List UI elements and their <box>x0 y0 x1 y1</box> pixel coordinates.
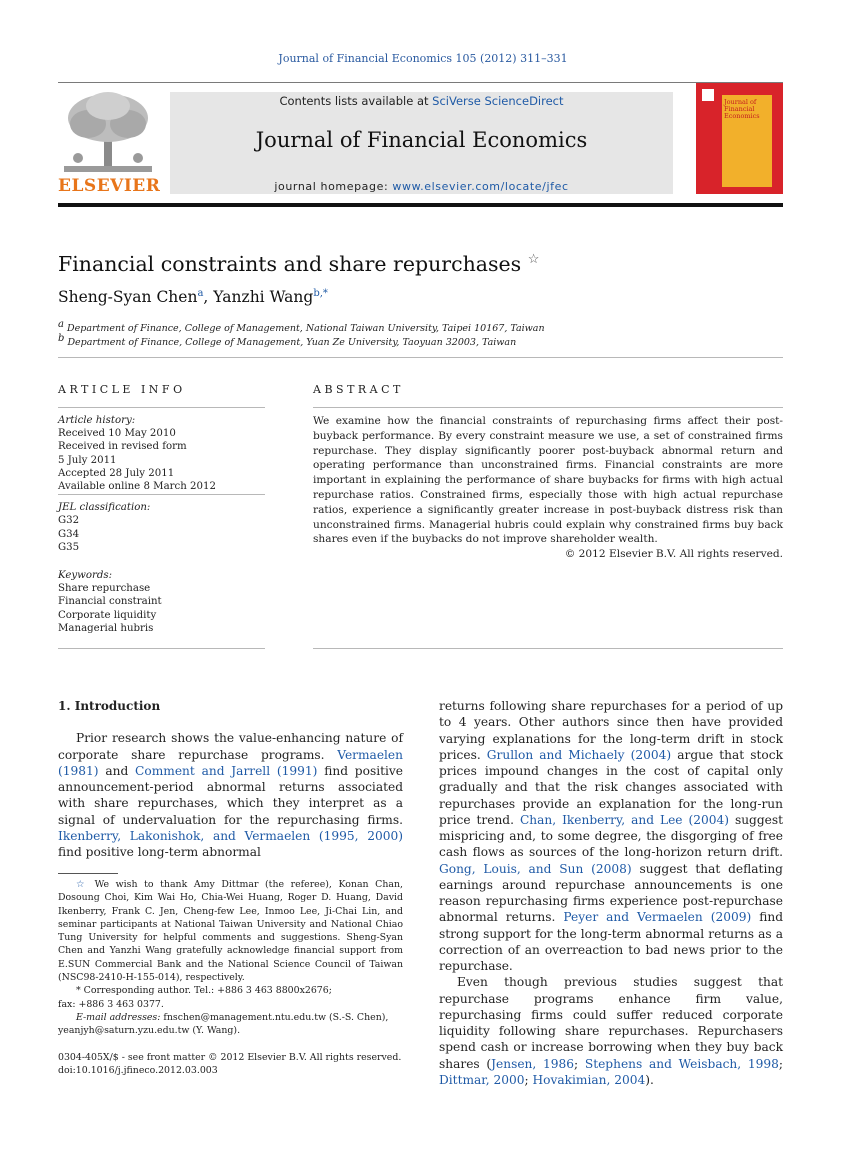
citation-link[interactable]: Peyer and Vermaelen (2009) <box>563 910 752 925</box>
text-run: and <box>98 763 136 778</box>
history-item: Received 10 May 2010 <box>58 428 176 440</box>
front-matter <box>58 1051 401 1078</box>
divider <box>58 648 265 649</box>
acknowledgment-footnote: We wish to thank Amy Dittmar (the referee), Konan Chan, Dosoung Choi, Kim Wai Ho, Chia-Wei Huang, Roger D. Huang, David Ikenberry, Frank C. Jen, Cheng-few Lee, Inmoo Lee, Ji-Chai Lin, and seminar participants at National Taiwan University and National Chiao Tung University for helpful comments and suggestions. Sheng-Syan Chen and Yanzhi Wang gratefully acknowledge financial support from E.SUN Commercial Bank and the National Science Council of Taiwan (NSC98-2410-H-155-014), respectively. <box>58 879 403 984</box>
journal-citation: Journal of Financial Economics 105 (2012) 311–331 <box>278 52 568 65</box>
text-run: find positive announcement-period abnormal returns associated with share repurchases, which they interpret as a signal of undervaluation for the repurchasing firms. <box>58 763 403 827</box>
author-name: Sheng-Syan Chen <box>58 288 198 307</box>
contents-prefix: Contents lists available at <box>279 94 433 108</box>
history-label: Article history: <box>58 415 136 426</box>
paragraph <box>58 730 403 860</box>
text-run: Even though previous studies suggest that repurchase programs enhance firm value, repurchasing firms could suffer reduced corporate liquidity following share repurchases. Repurchasers spend cash or increase borrowing when they buy back shares ( <box>439 975 783 1071</box>
history-item: Received in revised form <box>58 441 187 453</box>
text-run: ; <box>778 1056 783 1071</box>
affiliation-text: Department of Finance, College of Management, National Taiwan University, Taipei 10167, Taiwan <box>67 323 545 335</box>
keyword: Corporate liquidity <box>58 609 157 621</box>
divider <box>313 407 783 408</box>
divider <box>58 407 265 408</box>
citation-link[interactable]: Chan, Ikenberry, and Lee (2004) <box>519 812 729 827</box>
author-affiliation-mark[interactable]: a <box>197 288 204 299</box>
text-run: suggest that deflating earnings around repurchase announcements is one reason repurchasing firms experience post-repurchase abnormal returns. <box>439 861 783 925</box>
journal-title: Journal of Financial Economics <box>255 128 588 152</box>
text-run: returns following share repurchases for a period of up to 4 years. Other authors since then have provided varying explanations for the long-term drift in stock prices. <box>439 699 783 762</box>
citation-link[interactable]: Dittmar, 2000 <box>439 1072 525 1087</box>
homepage-prefix: journal homepage: <box>274 180 393 193</box>
header-rule <box>58 203 783 207</box>
footnote-rule <box>58 873 118 874</box>
text-run: ; <box>524 1072 533 1087</box>
cover-panel <box>722 95 772 187</box>
abstract-text: We examine how the financial constraints of repurchasing firms affect their post-buyback performance. By every constraint measure we use, a set of constrained firms repurchase. They display significantly poorer post-buyback abnormal return and operating performance than unconstrained firms. Financial constraints are more important in explaining the performance of share buybacks for firms with high actual repurchase ratios. Constrained firms, especially those with high actual repurchase ratios, experience a significantly greater increase in post-buyback distress risk than unconstrained firms. Managerial hubris could explain why constrained firms buy back shares even if the buybacks do not improve shareholder wealth. <box>313 415 783 546</box>
affiliation-mark: b <box>58 333 65 344</box>
abstract <box>313 414 783 562</box>
top-divider <box>58 82 783 83</box>
author-separator: , <box>203 288 214 307</box>
contents-line <box>170 94 673 108</box>
text-run: suggest mispricing and, to some degree, the disgorging of free cash flows as sources of the long-horizon return drift. <box>439 812 784 860</box>
divider <box>58 494 265 495</box>
affiliation-a <box>58 319 545 334</box>
history-item: Available online 8 March 2012 <box>58 481 216 493</box>
email-label: E-mail addresses: <box>76 1011 161 1023</box>
citation-link[interactable]: Ikenberry, Lakonishok, and Vermaelen (1995, 2000) <box>58 828 403 843</box>
cover-title: Journal of Financial Economics <box>724 98 760 120</box>
keywords-label: Keywords: <box>58 570 113 582</box>
footnotes <box>58 878 403 1038</box>
citation-link[interactable]: Gong, Louis, and Sun (2008) <box>439 861 632 876</box>
email-address[interactable]: yeanjyh@saturn.yzu.edu.tw (Y. Wang). <box>58 1025 241 1037</box>
affiliation-text: Department of Finance, College of Management, Yuan Ze University, Taoyuan 32003, Taiwan <box>67 337 517 349</box>
text-run: find strong support for the long-term abnormal returns as a correction of an overreaction to bad news prior to the repurchase. <box>439 910 784 973</box>
citation-link[interactable]: Comment and Jarrell (1991) <box>135 763 318 778</box>
citation-link[interactable]: Hovakimian, 2004 <box>532 1072 646 1087</box>
affiliation-mark: a <box>58 319 64 330</box>
history-item: 5 July 2011 <box>58 454 117 466</box>
doi[interactable]: doi:10.1016/j.jfineco.2012.03.003 <box>58 1065 218 1077</box>
jel-code: G34 <box>58 528 80 540</box>
author-name: Yanzhi Wang <box>213 288 314 307</box>
copyright: © 2012 Elsevier B.V. All rights reserved. <box>564 548 783 561</box>
body-right-column <box>439 698 783 1088</box>
jel-label: JEL classification: <box>58 502 151 514</box>
article-info-heading: ARTICLE INFO <box>58 383 186 396</box>
paragraph <box>439 974 783 1088</box>
homepage-line <box>170 180 673 193</box>
sciencedirect-link[interactable]: SciVerse ScienceDirect <box>432 94 564 108</box>
citation-link[interactable]: Grullon and Michaely (2004) <box>486 747 672 762</box>
author-list <box>58 288 328 306</box>
email-address[interactable]: fnschen@management.ntu.edu.tw (S.-S. Chen), <box>160 1011 389 1023</box>
text-run: find positive long-term abnormal <box>58 845 261 859</box>
fax-note: fax: +886 3 463 0377. <box>58 998 164 1010</box>
keyword: Managerial hubris <box>58 622 154 634</box>
article-title-text: Financial constraints and share repurchases <box>58 252 522 276</box>
footnote-mark: ☆ <box>76 879 89 890</box>
affiliation-b <box>58 333 516 348</box>
citation-link[interactable]: Vermaelen (1981) <box>58 747 403 778</box>
journal-cover-image <box>696 83 783 194</box>
paragraph <box>439 698 783 974</box>
text-run: argue that stock prices impound changes in the cost of capital only gradually and that the risk changes associated with repurchases provide an explanation for the long-run price trend. <box>439 747 783 827</box>
section-heading: 1. Introduction <box>58 699 161 713</box>
history-item: Accepted 28 July 2011 <box>58 467 175 479</box>
text-run: ; <box>574 1056 585 1071</box>
jel-code: G35 <box>58 541 80 553</box>
divider <box>313 648 783 649</box>
title-footnote-mark[interactable]: ☆ <box>527 252 540 267</box>
homepage-link[interactable]: www.elsevier.com/locate/jfec <box>392 180 569 193</box>
keyword: Share repurchase <box>58 583 151 595</box>
citation-link[interactable]: Stephens and Weisbach, 1998 <box>584 1056 779 1071</box>
body-left-column <box>58 698 403 860</box>
abstract-heading: ABSTRACT <box>313 383 404 396</box>
corresponding-author-note: * Corresponding author. Tel.: +886 3 463 8800x2676; <box>76 985 332 997</box>
article-title <box>58 252 539 276</box>
text-run: Prior research shows the value-enhancing nature of corporate share repurchase programs. <box>58 731 403 762</box>
article-info <box>58 414 265 635</box>
keyword: Financial constraint <box>58 596 162 608</box>
publisher-name: ELSEVIER <box>58 176 161 196</box>
author-affiliation-mark[interactable]: b,* <box>313 288 328 299</box>
citation-link[interactable]: Jensen, 1986 <box>491 1056 575 1071</box>
text-run: ). <box>645 1072 654 1087</box>
divider <box>58 357 783 358</box>
front-matter-text: 0304-405X/$ - see front matter © 2012 Elsevier B.V. All rights reserved. <box>58 1052 402 1063</box>
jel-code: G32 <box>58 515 80 527</box>
